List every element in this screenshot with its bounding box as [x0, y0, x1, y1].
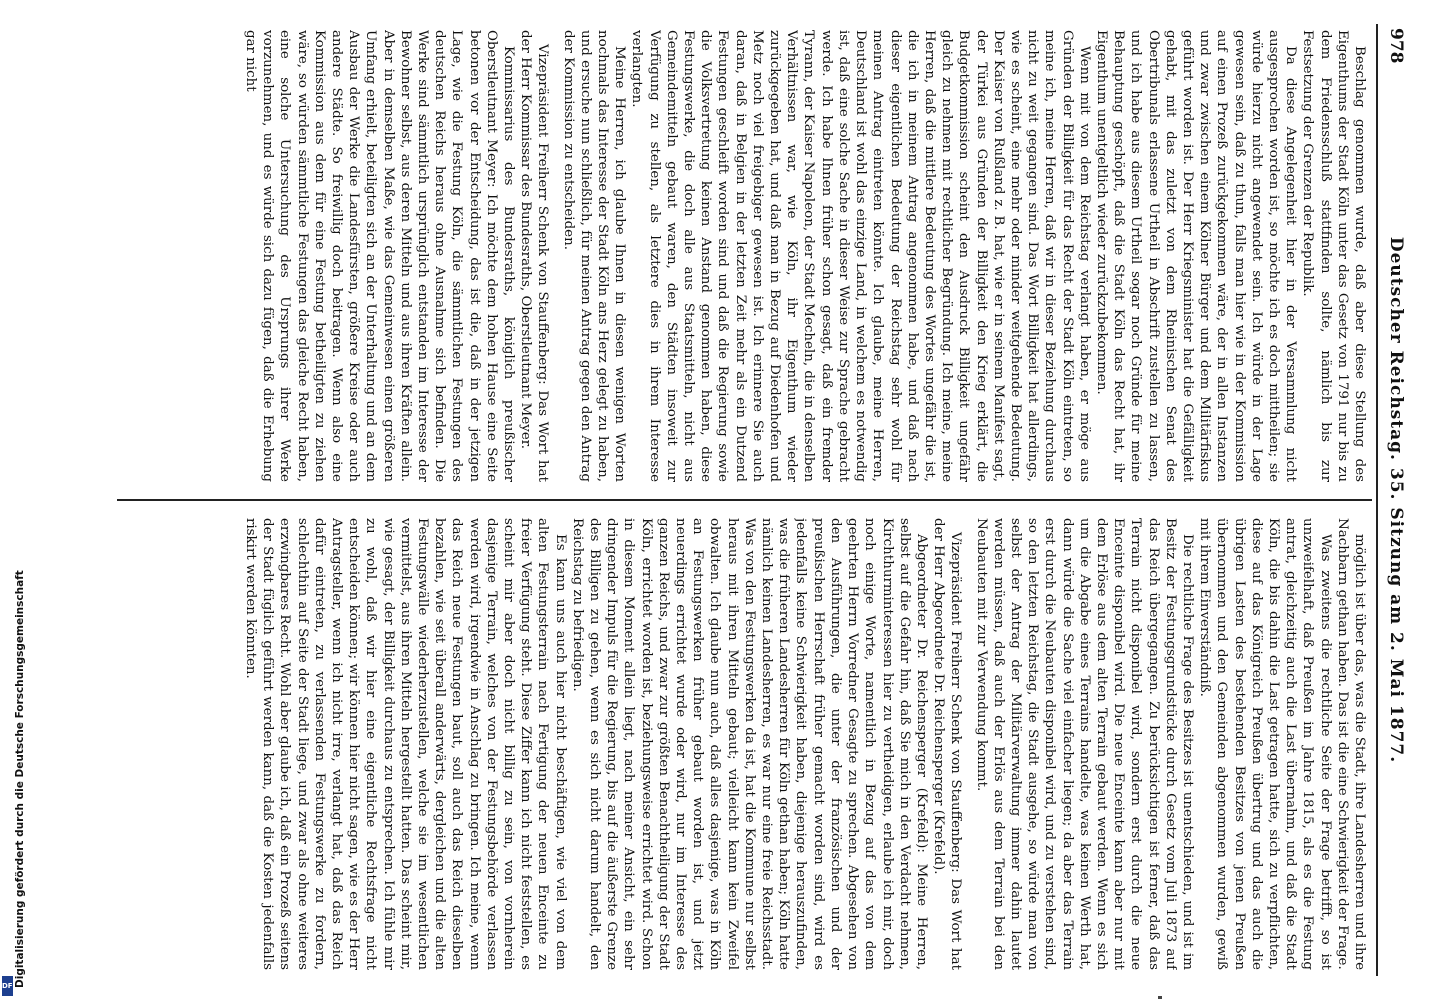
text-paragraph: Wenn mit von dem Reichstag verlangt haben, er möge aus Gründen der Billigkeit für das Recht der Stadt Köln eintreten, so meine ich, meine Herren, daß wir in dieser Beziehung durchaus nicht zu weit gegangen sind. Das Wort Billigkeit hat allerdings, wie es scheint, eine mehr oder minder weitgehende Bedeutung. Der Kaiser von Rußland z. B. hat, wie er in seinem Manifest sagt, der Türkei aus Gründen der Billigkeit den Krieg erklärt, die Budgetkommission scheint den Ausdruck Billigkeit ungefähr gleich zu nehmen mit rechtlicher Begründung. Ich meine, meine Herren, daß die mittlere Bedeutung des Wortes ungefähr die ist, die ich in meinem Antrag angenommen habe, und daß nach dieser eigentlichen Bedeutung der Reichstag sehr wohl für meinen Antrag eintreten könnte. Ich glaube, meine Herren, Deutschland ist wohl das einzige Land, in welchem es notwendig ist, daß eine solche Sache in dieser Weise zur Sprache gebracht werde. Ich habe Ihnen früher schon gesagt, daß ein fremder Tyrann, der Kaiser Napoleon, der Stadt Mecheln, die in denselben Verhältnissen war, wie Köln, ihr Eigenthum wieder zurückgegeben hat, und daß man in Bezug auf Diedenhofen und Metz noch viel freigebiger gewesen ist. Ich erinnere Sie auch daran, daß in Belgien in der letzten Zeit mehr als ein Dutzend Festungen geschleift worden sind und daß die Regierung sowie die Volksvertretung keinen Anstand genommen haben, diese Festungswerke, die doch alle aus Staatsmitteln, nicht aus Gemeindemitteln gebaut waren, den Städten insoweit zur Verfügung zu stellen, als letztere dies in ihrem Interesse verlangten. — [629, 30, 1092, 482]
text-paragraph: Da diese Angelegenheit hier in der Versammlung nicht ausgesprochen worden ist, so möchte ich es doch mittheilen; sie würde hierzu nicht angewendet sein. Ich würde in der Lage gewesen sein, daß zu thun, falls man hier wie in der Kommission auf einen Prozeß zurückgekommen wäre, der in allen Instanzen und zwar zwischen einem Kölner Bürger und dem Militärfiskus geführt worden ist. Der Herr Kriegsminister hat die Gefälligkeit gehabt, mit das zuletzt von dem Rheinischen Senat des Obertribunals erlassene Urtheil in Abschrift zustellen zu lassen, und ich habe aus diesem Urtheil sogar noch Gründe für meine Behauptung geschöpft, daß die Stadt Köln das Recht hat, ihr Eigenthum unentgeltlich wieder zurückzubekommen. — [1093, 30, 1299, 482]
text-paragraph: Beschlag genommen wurde, daß aber diese Stellung des Eigenthums der Stadt Köln unter das Gesetz von 1791 nur bis zu dem Friedensschluß stattfinden sollte, nämlich bis zur Festsetzung der Grenzen der Republik. — [1300, 30, 1367, 482]
dfg-logo: DFG — [2, 976, 13, 996]
scan-edge-mark — [1158, 996, 1162, 999]
text-paragraph: Was zweitens die rechtliche Seite der Frage betrifft, so ist unzweifelhaft, daß Preußen im Jahre 1815, als es die Festung antrat, gleichzeitig auch die Last übernahm, und daß die Stadt Köln, die bis dahin die Last getragen hatte, sich zu verpflichten, diese auf das Königreich Preußen übertrug und das auch die übrigen Lasten des bestehenden Besitzes von jenen Preußen übernommen und den Gemeinden abgenommen wurden, gewiß mit ihrem Einverständniß. — [1197, 518, 1333, 970]
dfg-credit-text: Digitalisierung gefördert durch die Deutsche Forschungsgemeinschaft — [14, 570, 26, 988]
text-paragraph: möglich ist über das, was die Stadt, ihre Landesherren und ihre Nachbarn gethan haben. Das ist die eine Schwierigkeit der Frage. — [1334, 518, 1367, 970]
speaker-heading: Vizepräsident Freiherr Schenk von Stauffenberg: Das Wort hat der Herr Kommissar des Bundesraths, Oberstleutnant Meyer. — [518, 30, 551, 482]
right-column — [118, 518, 1368, 970]
page-header — [1382, 24, 1412, 976]
scanned-page — [92, 24, 1412, 976]
speaker-heading: Vizepräsident Freiherr Schenk von Stauffenberg: Das Wort hat der Herr Abgeordnete Dr. Reichensperger (Krefeld). — [931, 518, 964, 970]
text-paragraph: Abgeordneter Dr. Reichensperger (Krefeld): Meine Herren, selbst auf die Gefahr hin, daß Sie mich in den Verdacht nehmen, Kirchthurminteressen hier zu vertheidigen, erlaube ich mir, doch noch einige Worte, namentlich in Bezug auf das von dem geehrten Herrn Vorredner Gesagte zu sprechen. Abgesehen von den Ausführungen, die unter der französischen und der preußischen Herrschaft früher gemacht worden sind, wird es jedenfalls keine Schwierigkeit haben, diejenige herauszufinden, was die früheren Landesherren für Köln gethan haben; Köln hatte nämlich keinen Landesherren, es war nur eine freie Reichsstadt. Was von den Festungswerken da ist, hat die Kommune nur selbst heraus mit ihren Mitteln gebaut; vielleicht kann kein Zweifel obwalten. Ich glaube nun auch, daß alles dasjenige, was in Köln an Festungswerken früher gebaut worden ist, und jetzt neuerdings errichtet wurde oder wird, nur im Interesse des ganzen Reichs, und zwar zur größten Benachtheiligung der Stadt Köln, errichtet worden ist, beziehungsweise errichtet wird. Schon in diesem Moment allein liegt, nach meiner Ansicht, ein sehr dringender Impuls für die Regierung, bis auf die äußerste Grenze des Billigen zu gehen, wenn es sich nicht darum handelt, den Reichstag zu befriedigen. — [569, 518, 929, 970]
column-divider — [117, 499, 1372, 501]
text-paragraph: Kommissarius des Bundesraths, königlich preußischer Oberstleutnant Meyer: Ich möchte dem hohen Hause eine Seite betonen vor der Entscheidung, das ist die, daß in der jetzigen Lage, wie die Festung Köln, die sämmtlichen Festungen des deutschen Reichs heraus ohne Ausnahme sich befinden. Die Werke sind sämmtlich ursprünglich entstanden im Interesse der Bewohner selbst, aus deren Mitteln und aus ihren Kräften allein. Aber in demselben Maße, wie das Gemeinwesen einen größeren Umfang erhielt, beteiligten sich an der Unterhaltung und an dem Ausbau der Werke die Landesfürsten, größere Kreise oder auch andere Städte. So freiwillig doch beitragen. Wenn also eine Kommission aus dem für eine Festung betheiligten zu ziehen wäre, so würden sämmtliche Festungen das gleiche Recht haben, eine solche Untersuchung des Ursprungs ihrer Werke vorzunehmen, und es würde sich dazu fügen, daß die Erhebung gar nicht — [243, 30, 517, 482]
text-paragraph: Die rechtliche Frage des Besitzes ist unentschieden, und ist im Besitz der Festungsgrundstücke durch Gesetz vom Juli 1873 auf das Reich übergegangen. Zu berücksichtigen ist ferner, daß das Terrain nicht disponibel wird, sondern erst durch die neue Enceinte disponibel wird. Die neue Enceinte kann aber nur mit dem Erlöse aus dem alten Terrain gebaut werden. Wenn es sich um die Abgabe eines Terrains handelte, was keinen Werth hat, dann würde die Sache viel einfacher liegen; da aber das Terrain erst durch die Neubauten disponibel wird, und zu verstehen sind, so den letzten Reichstag, die Stadt ausgehe, so würde man von selbst der Antrag der Militärverwaltung immer dahin lautet werden müssen, daß auch der Erlös aus dem Terrain bei den Neubauten mit zur Verwendung kommt. — [973, 518, 1195, 970]
page-number: 978 — [1386, 28, 1406, 64]
text-paragraph: Meine Herren, ich glaube Ihnen in diesen wenigen Worten nochmals das Interesse der Stadt Köln ans Herz gelegt zu haben, und ersuche nun schließlich, für meinen Antrag gegen den Antrag der Kommission zu entscheiden. — [560, 30, 628, 482]
digitization-sidebar — [0, 0, 26, 1000]
running-title: Deutscher Reichstag. 35. Sitzung am 2. Mai 1877. — [1386, 236, 1406, 764]
page-frame-rotated — [92, 24, 1412, 976]
left-column — [118, 30, 1368, 482]
header-rule — [1376, 24, 1378, 976]
text-paragraph: Es kann uns auch hier nicht beschäftigen, wie viel von dem alten Festungsterrain nach Fertigung der neuen Enceinte zu freier Verfügung steht. Diese Ziffer kann ich nicht feststellen, es scheint mir aber doch nicht billig zu sein, von vornherein dasjenige Terrain, welches von der Festungsbehörde verlassen werden wird, irgendwie in Anschlag zu bringen. Ich meine, wenn das Reich neue Festungen baut, soll auch das Reich dieselben bezahlen, wie seit überall anderwärts, dergleichen und die alten Festungswälle wiederherzustellen, welche sie im wesentlichen vermittelst, aus ihren Mitteln hergestellt hatten. Das scheint mir, wie gesagt, der Billigkeit durchaus zu entsprechen. Ich fühle mir zu wohl, daß wir hier eine eigentliche Rechtsfrage nicht entscheiden können; wir können hier nicht sagen, wie es der Herr Antragsteller, wenn ich nicht irre, verlangt hat, daß das Reich dafür eintreten, zu verlassenden Festungswerke zu fordern, schlechthin auf Seite der Stadt liege, und zwar als ohne weiteres erzwingbares Recht. Wohl aber glaube ich, daß ein Prozeß seitens der Stadt füglich geführt werden kann, daß die Kosten jedenfalls riskirt werden könnten. — [243, 518, 568, 970]
